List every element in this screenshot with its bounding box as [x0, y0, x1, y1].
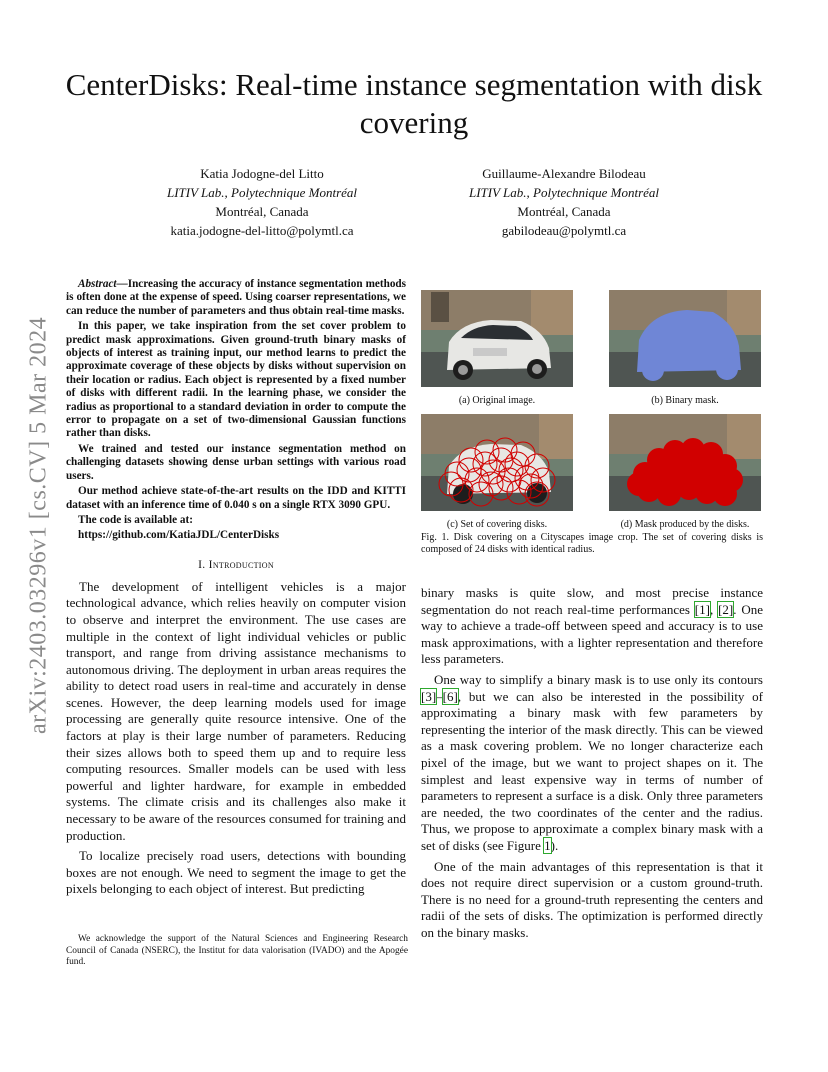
author-location: Montréal, Canada	[215, 204, 309, 219]
text-run: ).	[550, 837, 559, 853]
abstract	[66, 278, 406, 543]
abstract-label: Abstract	[78, 278, 117, 290]
text-run: binary masks is quite slow, and most precise instance segmentation do not reach real-time performances	[421, 585, 763, 617]
subfigure-b	[609, 290, 761, 406]
text-run: . One way to achieve a trade-off between speed and accuracy is to use mask approximations, with a lighter representation and therefore less parameters.	[421, 601, 763, 667]
author-name: Guillaume-Alexandre Bilodeau	[482, 166, 646, 181]
figure-ref-link[interactable]: 1	[544, 837, 551, 853]
covering-disks-image	[421, 414, 573, 511]
abstract-paragraph	[66, 278, 406, 318]
subcaption-b: (b) Binary mask.	[651, 395, 719, 406]
author-location: Montréal, Canada	[517, 204, 611, 219]
abstract-code-line: The code is available at:	[78, 513, 193, 526]
right-column	[421, 585, 763, 945]
disk-mask-image	[609, 414, 761, 511]
subcaption-c: (c) Set of covering disks.	[446, 519, 548, 530]
author-affiliation: LITIV Lab., Polytechnique Montréal	[166, 185, 358, 200]
citation-link[interactable]: [3]	[421, 688, 437, 704]
author-block-2	[414, 164, 714, 240]
text-run: –	[436, 688, 443, 704]
body-paragraph: One of the main advantages of this representation is that it does not require direct supervision or a custom ground-truth. There is no need for a ground-truth representing the centers and radii of the sets of disks. The optimization is performed directly on the binary masks.	[421, 858, 763, 940]
text-run: , but we can also be interested in the possibility of approximating a binary mask with few parameters by representing the interior of the mask directly. This can be viewed as a mask covering problem. We no longer characterize each pixel of the image, but we want to project shapes on it. The simplest and least expensive way in terms of number of parameters to represent a surface is a disk. Only three parameters are needed, the two coordinates of the center and the radius. Thus, we propose to approximate a complex binary mask with a set of disks (see Figure	[421, 688, 763, 853]
binary-mask-image	[609, 290, 761, 387]
figure-caption: Fig. 1. Disk covering on a Cityscapes image crop. The set of covering disks is composed of 24 disks with identical radius.	[421, 532, 763, 555]
section-number: I.	[198, 557, 206, 571]
subfigure-d	[609, 414, 761, 530]
original-image	[421, 290, 573, 387]
abstract-paragraph: We trained and tested our instance segmentation method on challenging datasets showing dense urban settings with various road users.	[66, 442, 406, 482]
citation-link[interactable]: [6]	[442, 688, 458, 704]
author-name: Katia Jodogne-del Litto	[200, 166, 324, 181]
text-run: ,	[709, 601, 719, 617]
body-paragraph	[421, 585, 763, 668]
left-column	[66, 278, 406, 902]
section-title: Introduction	[208, 557, 274, 571]
footnote: We acknowledge the support of the Natural Sciences and Engineering Research Council of Canada (NSERC), the Institut for data valorisation (IVADO) and the Apogée fund.	[66, 934, 408, 968]
author-block-1	[112, 164, 412, 240]
arxiv-identifier: arXiv:2403.03296v1 [cs.CV] 5 Mar 2024	[25, 316, 52, 734]
subfigure-a	[421, 290, 573, 406]
section-heading	[66, 558, 406, 571]
subfigure-c	[421, 414, 573, 530]
author-email[interactable]: katia.jodogne-del-litto@polymtl.ca	[170, 223, 354, 238]
abstract-paragraph: In this paper, we take inspiration from the set cover problem to predict mask approximations. Given ground-truth binary masks of objects of interest as training input, our method learns to predict the approximate coverage of these objects by disks without supervision on their location or radius. Each object is represented by a fixed number of disks with different radii. In the learning phase, we consider the radius as proportional to a standard deviation in order to compute the error to propagate on a set of two-dimensional Gaussian functions rather than disks.	[66, 320, 406, 440]
abstract-text: —Increasing the accuracy of instance segmentation methods is often done at the expense of speed. Using coarser representations, we can reduce the number of parameters and thus obtain real-time masks.	[66, 278, 406, 317]
subcaption-a: (a) Original image.	[458, 395, 536, 406]
author-affiliation: LITIV Lab., Polytechnique Montréal	[468, 185, 660, 200]
citation-link[interactable]: [2]	[718, 601, 734, 617]
code-link[interactable]: https://github.com/KatiaJDL/CenterDisks	[78, 529, 280, 542]
intro-left-text	[66, 579, 406, 898]
paper-title: CenterDisks: Real-time instance segmentation with disk covering	[65, 67, 763, 140]
author-email[interactable]: gabilodeau@polymtl.ca	[501, 223, 627, 238]
text-run: One way to simplify a binary mask is to use only its contours	[434, 671, 763, 687]
body-paragraph: To localize precisely road users, detections with bounding boxes are not enough. We need to segment the image to get the pixels belonging to each object of interest. But predicting	[66, 848, 406, 897]
body-paragraph: The development of intelligent vehicles is a major technological advance, which relies heavily on computer vision to observe and interpret the environment. The use cases are multiple in the context of light individual vehicles or public transport, and range from driving assistance mechanisms to autonomous driving. The deployment in urban areas requires the ability to detect road users in real-time and accurately in dense scenes. However, the deep learning models used for image processing are generally quite resource intensive. One of the factors at play is their large number of parameters. Reducing their sizes allows both to speed them up and to require less computing resources. Smaller models can be used with less powerful and lighter hardware, for example in embedded systems. The climate crisis and its challenges also make it necessary to be aware of the resources consumed for training and production.	[66, 578, 406, 843]
abstract-paragraph: Our method achieve state-of-the-art results on the IDD and KITTI dataset with an inference time of 0.040 s on a single RTX 3090 GPU.	[66, 485, 406, 511]
citation-link[interactable]: [1]	[694, 601, 710, 617]
subcaption-d: (d) Mask produced by the disks.	[620, 519, 750, 530]
body-paragraph	[421, 672, 763, 855]
